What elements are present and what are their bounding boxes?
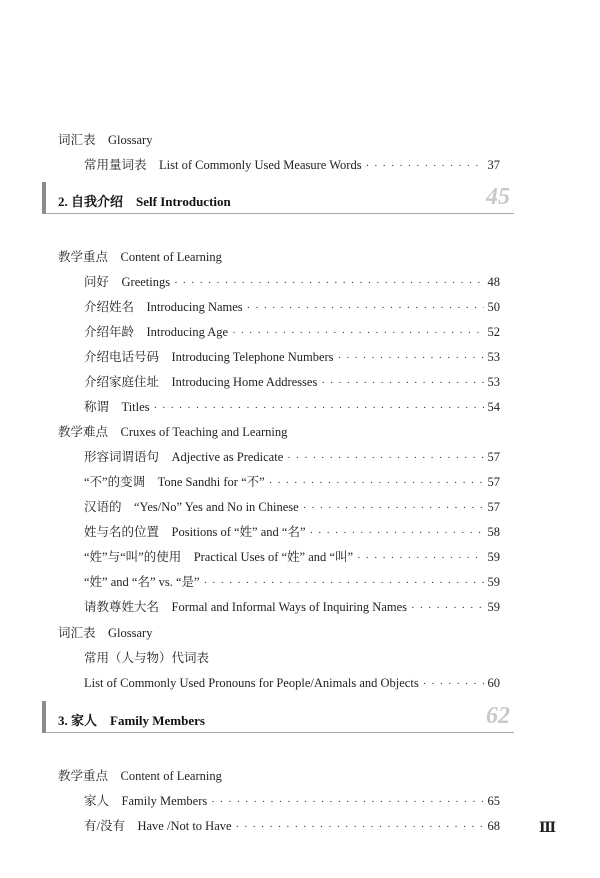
leader-dots xyxy=(321,375,483,391)
toc-entry-label: 介绍年龄 Introducing Age xyxy=(84,325,229,339)
leader-dots xyxy=(154,400,484,416)
leader-dots xyxy=(247,300,484,316)
chapter-rule xyxy=(46,732,514,733)
toc-entry[interactable] xyxy=(84,157,500,174)
chapter-header[interactable] xyxy=(42,182,514,214)
glossary-subheading: 常用（人与物）代词表 xyxy=(84,651,210,665)
glossary-heading: 词汇表 Glossary xyxy=(58,133,153,147)
toc-entry-page: 57 xyxy=(487,500,500,514)
toc-entry-page: 59 xyxy=(487,575,500,589)
toc-entry-label: 介绍电话号码 Introducing Telephone Numbers xyxy=(84,350,334,364)
toc-entry-page: 59 xyxy=(487,600,500,614)
toc-entry-page: 57 xyxy=(487,475,500,489)
toc-entry-page: 53 xyxy=(487,375,500,389)
chapter-page-number: 62 xyxy=(486,703,510,729)
toc-entry[interactable] xyxy=(84,793,500,810)
section-heading: 教学重点 Content of Learning xyxy=(58,250,222,264)
toc-entry-page: 37 xyxy=(487,158,500,172)
page-number-roman: Ⅲ xyxy=(539,821,557,836)
toc-entry-label: 介绍姓名 Introducing Names xyxy=(84,300,243,314)
toc-entry[interactable] xyxy=(84,675,500,692)
leader-dots xyxy=(211,794,483,810)
toc-entry-page: 52 xyxy=(487,325,500,339)
leader-dots xyxy=(357,550,483,566)
toc-entry-label: 请教尊姓大名 Formal and Informal Ways of Inquiring Names xyxy=(84,600,408,614)
leader-dots xyxy=(310,525,484,541)
toc-entry-label: “不”的变调 Tone Sandhi for “不” xyxy=(84,475,265,489)
leader-dots xyxy=(236,819,484,835)
toc-entry-label: 汉语的 “Yes/No” Yes and No in Chinese xyxy=(84,500,299,514)
toc-entry-page: 68 xyxy=(487,819,500,833)
toc-entry-label: 形容词谓语句 Adjective as Predicate xyxy=(84,450,284,464)
leader-dots xyxy=(174,275,483,291)
chapter-title: 3. 家人 Family Members xyxy=(58,713,205,728)
toc-entry-label: 介绍家庭住址 Introducing Home Addresses xyxy=(84,375,318,389)
toc-entry[interactable] xyxy=(84,374,500,391)
toc-entry-label: 称谓 Titles xyxy=(84,400,150,414)
toc-entry[interactable] xyxy=(84,524,500,541)
chapter-header[interactable] xyxy=(42,701,514,733)
toc-entry[interactable] xyxy=(84,499,500,516)
section-heading: 教学难点 Cruxes of Teaching and Learning xyxy=(58,425,288,439)
leader-dots xyxy=(411,600,483,616)
toc-entry[interactable] xyxy=(84,549,500,566)
toc-entry-page: 50 xyxy=(487,300,500,314)
toc-entry-label: List of Commonly Used Pronouns for People/Animals and Objects xyxy=(84,676,419,690)
toc-entry-page: 53 xyxy=(487,350,500,364)
toc-entry-label: “姓” and “名” vs. “是” xyxy=(84,575,200,589)
toc-entry-page: 48 xyxy=(487,275,500,289)
toc-entry[interactable] xyxy=(84,574,500,591)
chapter-page-number: 45 xyxy=(486,184,510,210)
chapter-accent-bar xyxy=(42,701,46,733)
toc-entry-page: 54 xyxy=(487,400,500,414)
toc-entry-label: 家人 Family Members xyxy=(84,794,208,808)
toc-entry[interactable] xyxy=(84,324,500,341)
toc-entry-page: 65 xyxy=(487,794,500,808)
toc-entry-label: 问好 Greetings xyxy=(84,275,171,289)
leader-dots xyxy=(269,475,484,491)
toc-entry[interactable] xyxy=(84,449,500,466)
toc-entry-label: 常用量词表 List of Commonly Used Measure Words xyxy=(84,158,362,172)
toc-entry-label: 姓与名的位置 Positions of “姓” and “名” xyxy=(84,525,306,539)
toc-entry-label: 有/没有 Have /Not to Have xyxy=(84,819,232,833)
toc-entry[interactable] xyxy=(84,349,500,366)
toc-entry[interactable] xyxy=(84,474,500,491)
toc-entry-label: “姓”与“叫”的使用 Practical Uses of “姓” and “叫” xyxy=(84,550,354,564)
leader-dots xyxy=(338,350,484,366)
leader-dots xyxy=(232,325,483,341)
section-heading: 教学重点 Content of Learning xyxy=(58,769,222,783)
toc-entry[interactable] xyxy=(84,399,500,416)
leader-dots xyxy=(423,676,484,692)
leader-dots xyxy=(204,575,484,591)
leader-dots xyxy=(303,500,484,516)
toc-entry[interactable] xyxy=(84,599,500,616)
toc-entry[interactable] xyxy=(84,299,500,316)
chapter-title: 2. 自我介绍 Self Introduction xyxy=(58,194,231,209)
leader-dots xyxy=(287,450,483,466)
toc-entry-page: 59 xyxy=(487,550,500,564)
chapter-accent-bar xyxy=(42,182,46,214)
toc-entry[interactable] xyxy=(84,818,500,835)
chapter-rule xyxy=(46,213,514,214)
leader-dots xyxy=(366,158,484,174)
glossary-heading: 词汇表 Glossary xyxy=(58,626,153,640)
toc-entry-page: 60 xyxy=(487,676,500,690)
toc-entry[interactable] xyxy=(84,274,500,291)
toc-entry-page: 57 xyxy=(487,450,500,464)
toc-entry-page: 58 xyxy=(487,525,500,539)
